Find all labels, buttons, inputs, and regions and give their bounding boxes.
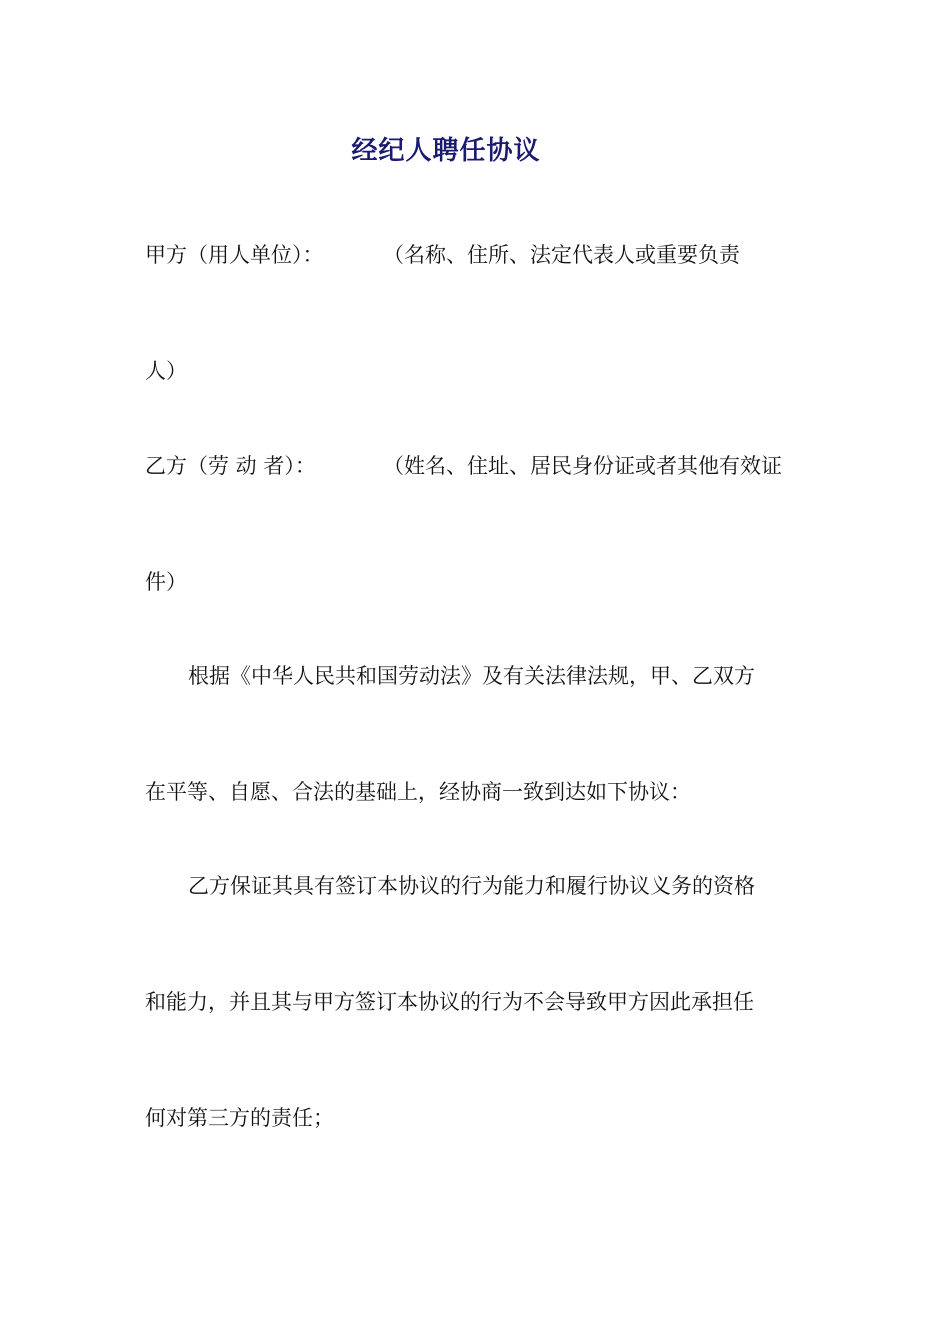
party-b-description-continued: 件）	[145, 570, 187, 594]
paragraph-2-line-2: 和能力，并且其与甲方签订本协议的行为不会导致甲方因此承担任	[145, 990, 754, 1014]
paragraph-1-line-1: 根据《中华人民共和国劳动法》及有关法律法规，甲、乙双方	[188, 664, 755, 688]
paragraph-1-line-2: 在平等、自愿、合法的基础上，经协商一致到达如下协议：	[145, 780, 691, 804]
party-b-label: 乙方（劳 动 者）：	[145, 454, 316, 478]
party-a-line	[145, 240, 845, 270]
party-a-label: 甲方（用人单位）：	[145, 243, 324, 267]
document-title: 经纪人聘任协议	[351, 136, 541, 166]
party-b-description: （姓名、住址、居民身份证或者其他有效证	[383, 454, 782, 478]
paragraph-2-line-1: 乙方保证其具有签订本协议的行为能力和履行协议义务的资格	[188, 874, 755, 898]
party-a-description: （名称、住所、法定代表人或重要负责	[383, 243, 740, 267]
paragraph-2-line-3: 何对第三方的责任；	[145, 1106, 334, 1130]
party-a-description-continued: 人）	[145, 359, 187, 383]
party-b-line	[145, 451, 845, 481]
